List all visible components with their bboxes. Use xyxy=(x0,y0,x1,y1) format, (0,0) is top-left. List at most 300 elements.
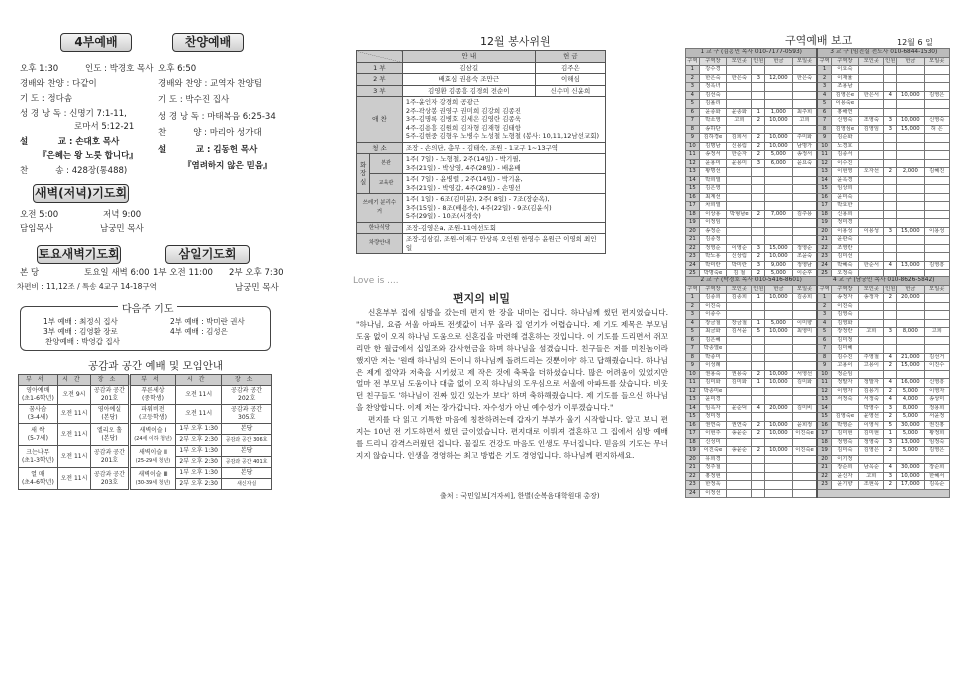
attendance xyxy=(752,438,765,447)
leader: 이정임 xyxy=(699,219,726,228)
host: 조현옥 xyxy=(859,481,884,490)
col-header: 시간 xyxy=(57,375,90,386)
host: 남옥순 xyxy=(859,464,884,473)
wednesday-pastor: 남궁민 목사 xyxy=(235,283,279,293)
leader: 차희열 xyxy=(699,202,726,211)
leader: 박명숙e xyxy=(699,270,726,279)
leader: 김하경e xyxy=(699,134,726,143)
praise-line: 기 도 : 박수진 집사 xyxy=(158,95,230,105)
offering xyxy=(765,193,792,202)
attendance xyxy=(884,236,897,245)
table-row xyxy=(19,386,272,405)
next-host xyxy=(792,91,817,100)
host xyxy=(859,108,884,117)
offering: 10,000 xyxy=(897,91,924,100)
col-header: 구역장 xyxy=(699,285,726,294)
district-no: 21 xyxy=(817,236,831,245)
worship4-leader: 인도 : 박경호 목사 xyxy=(85,64,154,74)
host: 권용숙 xyxy=(727,370,752,379)
table-row xyxy=(686,185,950,194)
district-no: 6 xyxy=(686,336,700,345)
leader: 박소영 xyxy=(699,117,726,126)
leader: 이성례 xyxy=(699,362,726,371)
next-host xyxy=(792,302,817,311)
host xyxy=(859,142,884,151)
dept-cell: 새벽이슬 Ⅰ (24세 이하 청년) xyxy=(129,424,175,446)
host: 김영임 xyxy=(859,125,884,134)
next-host xyxy=(792,336,817,345)
district-no: 8 xyxy=(686,353,700,362)
host: 김종희 xyxy=(727,294,752,303)
host: 김영은 xyxy=(859,447,884,456)
table-row xyxy=(686,336,950,345)
next-host: 정영남 xyxy=(792,261,817,270)
host xyxy=(727,311,752,320)
leader: 김미숙 xyxy=(831,447,858,456)
district-title: 구역예배 보고 xyxy=(785,34,853,47)
offering xyxy=(897,100,924,109)
dept-cell: 파워비전 (고등학생) xyxy=(129,405,175,424)
empty-cell xyxy=(817,489,949,498)
offering xyxy=(765,202,792,211)
offering: 4,000 xyxy=(897,396,924,405)
clean-cell: 조장 - 손의단, 총무 - 김태숙, 조원 - 1교구 1~13구역 xyxy=(402,142,605,154)
attendance xyxy=(752,311,765,320)
host xyxy=(859,74,884,83)
place-cell: 새신자실 xyxy=(222,479,272,490)
next-host xyxy=(924,151,949,160)
section-title: 3 교 구 (임진실 전도사 010-6844-1530) xyxy=(817,49,949,58)
district-no: 14 xyxy=(686,404,700,413)
attendance: 2 xyxy=(884,294,897,303)
table-row xyxy=(686,387,950,396)
dept-cell: 새벽이슬 Ⅱ (25-29세 청년) xyxy=(129,446,175,468)
time-cell: 2부 오후 2:30 xyxy=(176,435,222,446)
praise-line: 성 경 낭 독 : 마태복음 6:25-34 xyxy=(158,112,276,122)
attendance: 2 xyxy=(884,168,897,177)
praise-line: 찬 양 : 마리아 성가대 xyxy=(158,128,262,138)
offering: 20,000 xyxy=(765,404,792,413)
leader: 김종서 xyxy=(831,151,858,160)
next-prayer-item: 2부 예배 : 박미란 권사 xyxy=(170,317,245,326)
next-host: 황정희 xyxy=(924,430,949,439)
offering: 10,000 xyxy=(765,117,792,126)
next-host: 허 은 xyxy=(924,125,949,134)
district-date: 12월 6 일 xyxy=(897,38,933,47)
saturday-title: 토요새벽기도회 xyxy=(37,245,121,264)
attendance: 2 xyxy=(752,270,765,279)
offering xyxy=(765,362,792,371)
district-no: 10 xyxy=(817,142,831,151)
next-host: 장순희 xyxy=(924,464,949,473)
next-host xyxy=(924,345,949,354)
leader: 김미현 xyxy=(831,430,858,439)
next-host: 고희 xyxy=(924,328,949,337)
table-row xyxy=(686,489,950,498)
col-header: 헌금 xyxy=(765,57,792,66)
leader: 이수진 xyxy=(831,159,858,168)
dept-cell: 새벽이슬 Ⅲ (30-39세 청년) xyxy=(129,468,175,490)
attendance xyxy=(884,185,897,194)
table-row xyxy=(686,210,950,219)
offering xyxy=(765,236,792,245)
dept-cell: 영아예배 (초1-6학년) xyxy=(19,386,58,405)
offering: 10,000 xyxy=(765,421,792,430)
offering: 30,000 xyxy=(897,464,924,473)
place-cell: 공감과 공간 201호 xyxy=(91,386,130,405)
host: 박미란 xyxy=(727,261,752,270)
host xyxy=(727,66,752,75)
offering: 5,000 xyxy=(897,447,924,456)
next-host: 최주희 xyxy=(792,108,817,117)
host: 박형남e xyxy=(727,210,752,219)
place-cell: 공감과 공간 306호 xyxy=(222,435,272,446)
time-cell: 오전 11시 xyxy=(176,405,222,424)
host: 윤순덕 xyxy=(727,404,752,413)
attendance: 2 xyxy=(884,387,897,396)
table-row xyxy=(686,83,950,92)
offering xyxy=(897,244,924,253)
next-host xyxy=(924,202,949,211)
next-host xyxy=(924,83,949,92)
host: 장금철 xyxy=(727,319,752,328)
district-no: 14 xyxy=(817,404,831,413)
next-host xyxy=(792,489,817,498)
leader: 최금화 xyxy=(699,328,726,337)
next-host xyxy=(924,302,949,311)
attendance: 3 xyxy=(884,227,897,236)
col-header: 구역 xyxy=(687,285,698,292)
offering: 10,000 xyxy=(765,134,792,143)
offering: 5,000 xyxy=(897,430,924,439)
praise-line: 경배와 찬양 : 교역자 찬양팀 xyxy=(158,79,262,89)
next-prayer-item: 찬양예배 : 박영갑 집사 xyxy=(45,337,120,346)
table-row xyxy=(686,362,950,371)
district-no: 24 xyxy=(817,261,831,270)
attendance xyxy=(884,83,897,92)
leader: 박영순 xyxy=(831,421,858,430)
place-cell: 공감과 공간 305호 xyxy=(222,405,272,424)
letter-body xyxy=(356,307,668,462)
letter-paragraph: 신혼부부 집에 심방을 갔는데 편지 한 장을 내미는 겁니다. 하나님께 썼던 편지였습니다. "하나님, 요즘 서울 아파트 전셋값이 너무 올라 집 얻기가 어렵습니다. 제 기도 제목은 부모님 도움 없이 오직 하나님 도움으로 신혼집을 마련해 결혼하는 것입니다. 이 기도를 드리면서 쥐꼬리만 한 월급에서 십일조와 감사헌금을 하며 하나님을 섬겼습니다. 친구들은 저를 미친놈이라 했지만 저는 '원래 하나님의 돈이니 하나님께 돌려드리는 것뿐이야' 하고 답해줬습니다. 하나님은 제게 절약과 저축을 시키셨고 제 작은 것에 축복을 더하셨습니다. 많은 어려움이 있었지만 얼마 전 부모님 도움이나 대출 없이 오직 하나님의 도우심으로 서울에 아파트를 샀습니다. 비웃던 친구들도 '하나님이 진짜 있긴 있는가 보다' 하며 축하해줬습니다. 제 기도를 들으신 하나님을 찬양합니다. 이제 저는 장가갑니다. 자수성가 아닌 예수성가 이루겠습니다." xyxy=(356,308,668,413)
leader: 유희경 xyxy=(699,455,726,464)
trash-label: 쓰레기 분리수거 xyxy=(357,194,403,223)
district-table-bottom xyxy=(685,276,950,498)
next-host xyxy=(792,193,817,202)
leader: 이요숙 xyxy=(831,66,858,75)
offering xyxy=(897,66,924,75)
district-no: 11 xyxy=(817,379,831,388)
offering: 8,000 xyxy=(897,404,924,413)
meal-label: 애 찬 xyxy=(357,97,403,143)
col-header: 인원 xyxy=(753,285,764,292)
district-no: 22 xyxy=(817,244,831,253)
table-row xyxy=(686,227,950,236)
offering xyxy=(765,302,792,311)
district-no: 18 xyxy=(686,438,700,447)
attendance xyxy=(884,244,897,253)
attendance xyxy=(752,236,765,245)
next-host xyxy=(792,387,817,396)
worship4-line: 경배와 찬양 : 다같이 xyxy=(20,79,97,89)
host xyxy=(727,489,752,498)
host xyxy=(727,481,752,490)
offering xyxy=(897,176,924,185)
leader: 장정란 xyxy=(831,328,858,337)
next-host xyxy=(792,125,817,134)
leader: 이종수 xyxy=(699,311,726,320)
host xyxy=(859,455,884,464)
offering xyxy=(765,413,792,422)
leader: 이진숙e xyxy=(699,447,726,456)
leader: 김은영 xyxy=(699,185,726,194)
district-no: 5 xyxy=(686,100,700,109)
leader: 김영은e xyxy=(831,91,858,100)
attendance: 5 xyxy=(752,328,765,337)
district-no: 7 xyxy=(817,345,831,354)
table-row xyxy=(19,468,272,479)
attendance: 3 xyxy=(752,159,765,168)
col-header: 모인곳 xyxy=(859,285,884,294)
district-no: 10 xyxy=(817,370,831,379)
host: 윤종화 xyxy=(727,108,752,117)
district-no: 23 xyxy=(686,481,700,490)
offering: 20,000 xyxy=(897,294,924,303)
leader: 이영자 xyxy=(831,387,858,396)
table-row xyxy=(686,319,950,328)
col-header: 모일곳 xyxy=(924,57,949,66)
host xyxy=(859,202,884,211)
host: 한은숙 xyxy=(727,74,752,83)
leader: 박미란 xyxy=(699,261,726,270)
meetings-title: 공감과 공간 예배 및 모임안내 xyxy=(88,360,224,372)
host xyxy=(727,227,752,236)
district-no: 13 xyxy=(817,396,831,405)
host: 김희서 xyxy=(727,134,752,143)
next-host: 남명가 xyxy=(792,142,817,151)
leader: 이용성 xyxy=(831,227,858,236)
leader: 김미선 xyxy=(831,253,858,262)
attendance xyxy=(752,185,765,194)
host xyxy=(727,464,752,473)
host xyxy=(727,202,752,211)
host: 한순서 xyxy=(859,261,884,270)
col-header: 구역 xyxy=(819,285,830,292)
next-host xyxy=(792,219,817,228)
leader: 윤관숙 xyxy=(831,236,858,245)
district-table-top xyxy=(685,48,950,279)
table-row xyxy=(686,108,950,117)
leader: 조영란 xyxy=(831,244,858,253)
attendance: 1 xyxy=(752,108,765,117)
host: 김서윤 xyxy=(727,328,752,337)
next-host: 조윤숙 xyxy=(792,253,817,262)
district-no: 14 xyxy=(817,176,831,185)
host xyxy=(727,345,752,354)
offering: 7,000 xyxy=(765,210,792,219)
host xyxy=(859,83,884,92)
district-no: 15 xyxy=(817,185,831,194)
attendance: 1 xyxy=(752,294,765,303)
attendance xyxy=(752,302,765,311)
saturday-place: 본 당 xyxy=(20,268,40,278)
leader: 송정서 xyxy=(699,151,726,160)
host xyxy=(859,134,884,143)
district-no: 11 xyxy=(817,151,831,160)
table-row xyxy=(686,447,950,456)
dawn-morning: 오전 5:00 xyxy=(20,210,59,220)
next-host: 김미화 xyxy=(792,379,817,388)
next-prayer-item: 1부 예배 : 최정식 집사 xyxy=(43,317,118,326)
leader: 김영심e xyxy=(831,125,858,134)
host: 조영숙 xyxy=(859,117,884,126)
offering: 15,000 xyxy=(897,362,924,371)
table-row xyxy=(686,176,950,185)
table-row xyxy=(686,134,950,143)
district-no: 13 xyxy=(817,168,831,177)
col-header: 부서 xyxy=(129,375,175,386)
letter-source: 출처 : 국민일보[겨자씨], 한별(순복음대학원대 총장) xyxy=(440,492,600,500)
offering xyxy=(897,83,924,92)
attendance: 3 xyxy=(884,125,897,134)
district-no: 6 xyxy=(817,336,831,345)
table-row xyxy=(686,253,950,262)
table-row xyxy=(686,481,950,490)
leader: 임상희 xyxy=(831,185,858,194)
leader: 홍해연 xyxy=(831,108,858,117)
district-no: 23 xyxy=(817,481,831,490)
guide-cell: 김삼길 xyxy=(402,62,535,74)
host xyxy=(727,185,752,194)
worship4-line: 성 경 낭 독 : 신명기 7:1-11, xyxy=(20,109,127,119)
host: 권연숙 xyxy=(727,421,752,430)
district-no: 15 xyxy=(686,185,700,194)
attendance: 1 xyxy=(752,379,765,388)
offering: 21,000 xyxy=(897,353,924,362)
next-host: 송상미 xyxy=(924,396,949,405)
col-header: 구역장 xyxy=(831,57,858,66)
service-label: 1 부 xyxy=(357,62,403,74)
district-no: 5 xyxy=(686,328,700,337)
next-host: 김미비 xyxy=(792,404,817,413)
next-host xyxy=(792,168,817,177)
district-no: 8 xyxy=(817,125,831,134)
district-no: 9 xyxy=(817,134,831,143)
next-host xyxy=(792,413,817,422)
attendance: 2 xyxy=(884,413,897,422)
leader: 김순화 xyxy=(831,134,858,143)
offering: 10,000 xyxy=(897,472,924,481)
host xyxy=(859,311,884,320)
next-host: 고희 xyxy=(792,117,817,126)
dawn-pastor2: 남궁민 목사 xyxy=(100,224,144,234)
leader: 이재율 xyxy=(831,74,858,83)
district-no: 18 xyxy=(686,210,700,219)
host: 윤용미 xyxy=(727,159,752,168)
table-row xyxy=(686,353,950,362)
praise-sermon: 설 교 : 김동헌 목사 xyxy=(158,145,258,155)
next-host xyxy=(792,455,817,464)
district-no: 1 xyxy=(817,66,831,75)
col-header: 시간 xyxy=(176,375,222,386)
attendance: 3 xyxy=(752,261,765,270)
leader: 김미혜 xyxy=(831,345,858,354)
next-host: 주미화 xyxy=(792,134,817,143)
district-no: 19 xyxy=(817,219,831,228)
place-cell: 본당 xyxy=(222,446,272,457)
leader: 윤옥경 xyxy=(831,176,858,185)
leader: 신성미 xyxy=(699,438,726,447)
next-host: 권진홍 xyxy=(924,421,949,430)
district-no: 17 xyxy=(686,430,700,439)
district-no: 5 xyxy=(817,328,831,337)
host xyxy=(859,236,884,245)
section-title: 4 교 구 (남궁민 목사 010-8626-5842) xyxy=(817,277,949,286)
next-host: 이용성 xyxy=(924,227,949,236)
col-header: 인원 xyxy=(885,285,896,292)
attendance: 2 xyxy=(884,481,897,490)
attendance xyxy=(884,311,897,320)
district-no: 19 xyxy=(686,219,700,228)
host xyxy=(859,210,884,219)
letter-title: 편지의 비밀 xyxy=(453,292,510,305)
leader: 신영숙 xyxy=(831,117,858,126)
restroom-sub: 교육관 xyxy=(370,174,403,194)
time-cell: 오전 11시 xyxy=(57,446,90,468)
leader: 최계선 xyxy=(699,193,726,202)
district-no: 24 xyxy=(686,489,700,498)
cafe-cell: 조장-김영은a, 조원-11여선도회 xyxy=(402,222,605,234)
col-header: 모인곳 xyxy=(727,285,752,294)
time-cell: 오전 11시 xyxy=(57,468,90,490)
next-host: 윤요숙 xyxy=(792,159,817,168)
attendance xyxy=(884,142,897,151)
table-row xyxy=(686,302,950,311)
offering-cell: 이해심 xyxy=(535,74,605,86)
next-host xyxy=(924,142,949,151)
leader: 정미정 xyxy=(699,413,726,422)
next-host xyxy=(924,159,949,168)
district-no: 17 xyxy=(686,202,700,211)
host xyxy=(859,336,884,345)
leader: 송하단 xyxy=(699,125,726,134)
host xyxy=(859,244,884,253)
leader: 한은숙 xyxy=(699,74,726,83)
next-prayer-title: 다음주 기도 xyxy=(118,300,177,315)
next-host: 이순후 xyxy=(792,270,817,279)
attendance xyxy=(752,489,765,498)
district-no: 13 xyxy=(686,168,700,177)
table-row xyxy=(686,421,950,430)
offering: 10,000 xyxy=(765,253,792,262)
dept-cell: 푸른세상 (중학생) xyxy=(129,386,175,405)
offering xyxy=(765,489,792,498)
time-cell: 1부 오후 1:30 xyxy=(176,446,222,457)
offering xyxy=(765,336,792,345)
next-host xyxy=(924,66,949,75)
next-host: 김주용 xyxy=(792,210,817,219)
corner-cell xyxy=(357,51,403,63)
district-no: 6 xyxy=(686,108,700,117)
leader: 윤기향 xyxy=(831,481,858,490)
district-no: 8 xyxy=(817,353,831,362)
leader: 김은혜 xyxy=(699,336,726,345)
district-no: 2 xyxy=(686,302,700,311)
next-host: 이미향 xyxy=(792,319,817,328)
next-host: 김선거 xyxy=(924,353,949,362)
next-host xyxy=(792,396,817,405)
volunteers-title: 12월 봉사위원 xyxy=(480,35,551,48)
